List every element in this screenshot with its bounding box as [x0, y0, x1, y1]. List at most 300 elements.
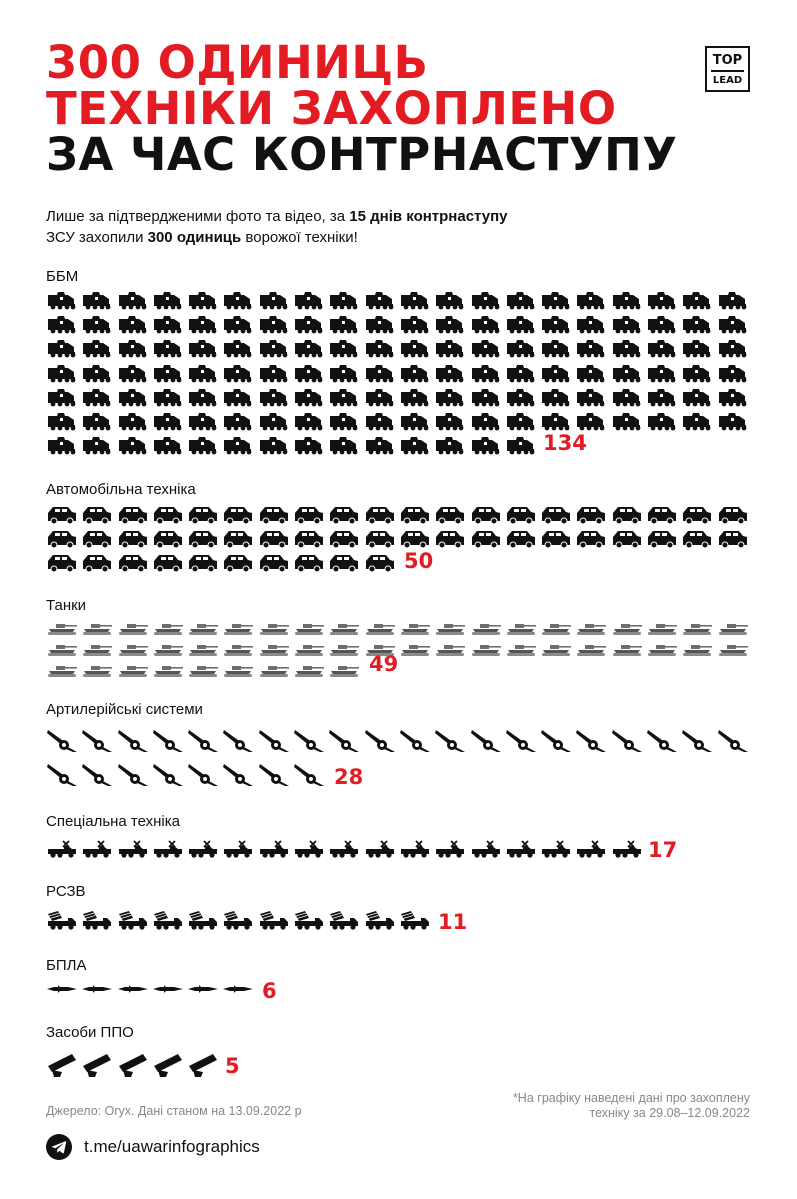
ifv-icon	[540, 387, 572, 407]
ifv-icon	[399, 290, 431, 310]
car-icon	[152, 552, 184, 572]
icon-cell	[46, 504, 81, 528]
special-vehicle-icon	[187, 840, 219, 858]
icon-grid	[46, 504, 752, 577]
icon-cell	[187, 528, 222, 552]
ifv-icon	[293, 290, 325, 310]
section-count: 50	[404, 549, 434, 573]
tank-icon	[470, 622, 502, 636]
icon-cell	[434, 338, 469, 362]
ifv-icon	[681, 387, 713, 407]
icon-cell	[328, 552, 363, 576]
ifv-icon	[364, 387, 396, 407]
icon-cell	[117, 840, 152, 862]
ifv-icon	[46, 314, 78, 334]
special-vehicle-icon	[293, 840, 325, 858]
icon-cell	[470, 840, 505, 862]
section-label: Засоби ППО	[46, 1024, 134, 1041]
tank-icon	[258, 664, 290, 678]
icon-cell	[46, 411, 81, 435]
icon-cell	[505, 411, 540, 435]
ifv-icon	[434, 363, 466, 383]
howitzer-icon	[187, 761, 219, 787]
icon-cell	[46, 664, 81, 685]
icon-cell	[258, 552, 293, 576]
icon-cell	[293, 552, 328, 576]
ifv-icon	[364, 338, 396, 358]
ifv-icon	[717, 314, 749, 334]
icon-cell	[328, 643, 363, 664]
icon-cell	[187, 290, 222, 314]
ifv-icon	[399, 338, 431, 358]
icon-cell	[434, 290, 469, 314]
icon-cell	[258, 290, 293, 314]
icon-cell	[293, 622, 328, 643]
ifv-icon	[434, 290, 466, 310]
tank-icon	[152, 643, 184, 657]
icon-cell	[152, 528, 187, 552]
ifv-icon	[222, 387, 254, 407]
ifv-icon	[46, 387, 78, 407]
tank-icon	[717, 622, 749, 636]
title-line-3: ЗА ЧАС КОНТРНАСТУПУ	[46, 128, 678, 181]
icon-grid	[46, 909, 752, 934]
icon-cell	[611, 411, 646, 435]
car-icon	[258, 528, 290, 548]
ifv-icon	[364, 290, 396, 310]
car-icon	[222, 552, 254, 572]
car-icon	[187, 528, 219, 548]
icon-cell	[540, 363, 575, 387]
icon-cell	[470, 643, 505, 664]
tank-icon	[681, 643, 713, 657]
tank-icon	[258, 622, 290, 636]
icon-cell	[434, 622, 469, 643]
tank-icon	[646, 643, 678, 657]
icon-grid	[46, 622, 752, 685]
ifv-icon	[681, 363, 713, 383]
icon-cell	[152, 338, 187, 362]
icon-cell	[117, 552, 152, 576]
car-icon	[434, 528, 466, 548]
section-label: РСЗВ	[46, 883, 86, 900]
icon-cell	[646, 727, 681, 761]
icon-cell	[681, 314, 716, 338]
icon-cell	[505, 363, 540, 387]
ifv-icon	[611, 411, 643, 431]
ifv-icon	[328, 387, 360, 407]
icon-cell	[434, 528, 469, 552]
icon-cell	[470, 622, 505, 643]
icon-cell	[187, 338, 222, 362]
top-lead-logo	[705, 46, 750, 92]
tank-icon	[575, 622, 607, 636]
icon-cell	[222, 909, 257, 934]
car-icon	[117, 504, 149, 524]
ifv-icon	[81, 435, 113, 455]
icon-cell	[222, 504, 257, 528]
icon-cell	[646, 387, 681, 411]
icon-cell	[187, 552, 222, 576]
ifv-icon	[505, 435, 537, 455]
icon-cell	[293, 435, 328, 459]
footnote-line-2: техніку за 29.08–12.09.2022	[589, 1106, 750, 1120]
footnote-line-1: *На графіку наведені дані про захоплену	[512, 1091, 750, 1105]
ifv-icon	[187, 387, 219, 407]
section-count: 28	[334, 765, 364, 789]
ifv-icon	[293, 363, 325, 383]
icon-cell	[222, 761, 257, 795]
car-icon	[258, 504, 290, 524]
tank-icon	[434, 622, 466, 636]
icon-cell	[81, 643, 116, 664]
icon-cell	[328, 727, 363, 761]
car-icon	[46, 504, 78, 524]
icon-cell	[117, 643, 152, 664]
ifv-icon	[187, 338, 219, 358]
icon-cell	[258, 411, 293, 435]
icon-cell	[187, 314, 222, 338]
icon-cell	[293, 909, 328, 934]
car-icon	[328, 504, 360, 524]
icon-cell	[187, 1052, 222, 1080]
ifv-icon	[611, 290, 643, 310]
icon-cell	[117, 761, 152, 795]
icon-cell	[540, 387, 575, 411]
icon-cell	[222, 984, 257, 998]
ifv-icon	[470, 387, 502, 407]
ifv-icon	[611, 314, 643, 334]
tank-icon	[222, 643, 254, 657]
icon-cell	[646, 411, 681, 435]
icon-cell	[258, 761, 293, 795]
icon-cell	[81, 363, 116, 387]
icon-cell	[328, 338, 363, 362]
icon-cell	[293, 504, 328, 528]
icon-cell	[81, 387, 116, 411]
car-icon	[717, 528, 749, 548]
tank-icon	[364, 622, 396, 636]
icon-cell	[293, 363, 328, 387]
icon-cell	[505, 504, 540, 528]
ifv-icon	[505, 363, 537, 383]
mlrs-icon	[222, 909, 254, 931]
icon-cell	[46, 727, 81, 761]
car-icon	[187, 504, 219, 524]
icon-cell	[222, 411, 257, 435]
howitzer-icon	[399, 727, 431, 753]
car-icon	[328, 552, 360, 572]
icon-cell	[117, 1052, 152, 1080]
ifv-icon	[152, 290, 184, 310]
special-vehicle-icon	[117, 840, 149, 858]
icon-cell	[152, 727, 187, 761]
ifv-icon	[328, 363, 360, 383]
howitzer-icon	[646, 727, 678, 753]
icon-cell	[293, 761, 328, 795]
icon-cell	[117, 664, 152, 685]
car-icon	[681, 504, 713, 524]
tank-icon	[540, 622, 572, 636]
ifv-icon	[681, 338, 713, 358]
icon-cell	[434, 314, 469, 338]
icon-cell	[575, 387, 610, 411]
icon-cell	[328, 664, 363, 685]
icon-cell	[152, 761, 187, 795]
icon-cell	[258, 643, 293, 664]
icon-cell	[187, 504, 222, 528]
icon-cell	[81, 761, 116, 795]
icon-cell	[222, 435, 257, 459]
icon-cell	[434, 840, 469, 862]
special-vehicle-icon	[470, 840, 502, 858]
ifv-icon	[681, 314, 713, 334]
tank-icon	[328, 643, 360, 657]
channel-link[interactable]	[46, 1134, 260, 1160]
ifv-icon	[646, 387, 678, 407]
ifv-icon	[293, 338, 325, 358]
special-vehicle-icon	[399, 840, 431, 858]
car-icon	[222, 504, 254, 524]
icon-cell	[681, 727, 716, 761]
tank-icon	[117, 664, 149, 678]
icon-cell	[258, 840, 293, 862]
icon-cell	[681, 504, 716, 528]
car-icon	[399, 504, 431, 524]
tank-icon	[81, 643, 113, 657]
tank-icon	[117, 643, 149, 657]
ifv-icon	[717, 411, 749, 431]
ifv-icon	[46, 411, 78, 431]
car-icon	[505, 528, 537, 548]
car-icon	[152, 504, 184, 524]
ifv-icon	[470, 338, 502, 358]
tank-icon	[646, 622, 678, 636]
icon-cell	[646, 363, 681, 387]
icon-cell	[717, 411, 752, 435]
icon-cell	[717, 528, 752, 552]
icon-cell	[575, 528, 610, 552]
icon-cell	[293, 643, 328, 664]
ifv-icon	[399, 435, 431, 455]
air-defense-icon	[81, 1052, 113, 1078]
intro-part-2: ЗСУ захопили	[46, 229, 148, 246]
icon-cell	[222, 664, 257, 685]
icon-cell	[434, 387, 469, 411]
icon-cell	[540, 840, 575, 862]
icon-cell	[117, 984, 152, 998]
icon-cell	[328, 840, 363, 862]
section-count: 6	[262, 979, 277, 1003]
tank-icon	[46, 622, 78, 636]
ifv-icon	[399, 387, 431, 407]
section-label: БПЛА	[46, 957, 87, 974]
icon-cell	[222, 727, 257, 761]
icon-cell	[717, 363, 752, 387]
icon-cell	[117, 338, 152, 362]
icon-cell	[152, 411, 187, 435]
howitzer-icon	[540, 727, 572, 753]
icon-cell	[46, 528, 81, 552]
ifv-icon	[575, 411, 607, 431]
tank-icon	[187, 664, 219, 678]
special-vehicle-icon	[364, 840, 396, 858]
section-count: 17	[648, 838, 678, 862]
icon-cell	[328, 528, 363, 552]
tank-icon	[117, 622, 149, 636]
ifv-icon	[222, 411, 254, 431]
icon-cell	[81, 984, 116, 998]
car-icon	[399, 528, 431, 548]
icon-cell	[258, 314, 293, 338]
icon-cell	[117, 411, 152, 435]
ifv-icon	[117, 314, 149, 334]
ifv-icon	[540, 290, 572, 310]
icon-cell	[81, 314, 116, 338]
car-icon	[646, 504, 678, 524]
ifv-icon	[117, 411, 149, 431]
special-vehicle-icon	[505, 840, 537, 858]
ifv-icon	[117, 363, 149, 383]
special-vehicle-icon	[258, 840, 290, 858]
icon-cell	[364, 552, 399, 576]
ifv-icon	[258, 314, 290, 334]
icon-cell	[399, 909, 434, 934]
icon-cell	[399, 727, 434, 761]
howitzer-icon	[222, 761, 254, 787]
tank-icon	[399, 622, 431, 636]
ifv-icon	[152, 435, 184, 455]
intro-part-3: ворожої техніки!	[241, 229, 358, 246]
ifv-icon	[81, 363, 113, 383]
icon-cell	[187, 909, 222, 934]
icon-cell	[293, 727, 328, 761]
tank-icon	[258, 643, 290, 657]
icon-cell	[434, 363, 469, 387]
icon-cell	[575, 338, 610, 362]
icon-cell	[46, 552, 81, 576]
intro-part-1: Лише за підтвердженими фото та відео, за	[46, 208, 350, 225]
icon-cell	[293, 290, 328, 314]
icon-cell	[470, 314, 505, 338]
icon-cell	[681, 528, 716, 552]
icon-cell	[258, 387, 293, 411]
tank-icon	[222, 664, 254, 678]
tank-icon	[611, 622, 643, 636]
icon-cell	[611, 727, 646, 761]
icon-cell	[540, 643, 575, 664]
special-vehicle-icon	[611, 840, 643, 858]
icon-cell	[505, 435, 540, 459]
ifv-icon	[81, 411, 113, 431]
icon-cell	[187, 411, 222, 435]
mlrs-icon	[328, 909, 360, 931]
ifv-icon	[505, 411, 537, 431]
icon-cell	[152, 840, 187, 862]
tank-icon	[46, 643, 78, 657]
tank-icon	[293, 664, 325, 678]
intro-text	[46, 206, 508, 248]
mlrs-icon	[81, 909, 113, 931]
ifv-icon	[46, 338, 78, 358]
icon-cell	[222, 338, 257, 362]
mlrs-icon	[258, 909, 290, 931]
howitzer-icon	[152, 727, 184, 753]
icon-cell	[222, 290, 257, 314]
tank-icon	[505, 622, 537, 636]
car-icon	[258, 552, 290, 572]
ifv-icon	[152, 314, 184, 334]
ifv-icon	[187, 290, 219, 310]
car-icon	[434, 504, 466, 524]
ifv-icon	[328, 314, 360, 334]
ifv-icon	[187, 435, 219, 455]
ifv-icon	[575, 363, 607, 383]
ifv-icon	[293, 387, 325, 407]
icon-cell	[646, 504, 681, 528]
icon-cell	[46, 363, 81, 387]
ifv-icon	[187, 411, 219, 431]
ifv-icon	[470, 314, 502, 334]
ifv-icon	[505, 338, 537, 358]
icon-cell	[117, 727, 152, 761]
ifv-icon	[328, 435, 360, 455]
icon-cell	[81, 411, 116, 435]
icon-cell	[364, 363, 399, 387]
ifv-icon	[611, 363, 643, 383]
icon-cell	[152, 664, 187, 685]
ifv-icon	[364, 411, 396, 431]
icon-cell	[117, 504, 152, 528]
icon-cell	[399, 435, 434, 459]
icon-cell	[717, 643, 752, 664]
tank-icon	[611, 643, 643, 657]
ifv-icon	[399, 314, 431, 334]
icon-cell	[258, 435, 293, 459]
car-icon	[505, 504, 537, 524]
icon-cell	[187, 984, 222, 998]
icon-cell	[540, 727, 575, 761]
icon-cell	[81, 338, 116, 362]
howitzer-icon	[293, 761, 325, 787]
ifv-icon	[540, 411, 572, 431]
icon-cell	[717, 622, 752, 643]
icon-cell	[681, 363, 716, 387]
ifv-icon	[646, 363, 678, 383]
car-icon	[293, 552, 325, 572]
icon-cell	[540, 338, 575, 362]
icon-cell	[364, 387, 399, 411]
ifv-icon	[540, 363, 572, 383]
icon-cell	[575, 622, 610, 643]
ifv-icon	[258, 435, 290, 455]
icon-cell	[46, 290, 81, 314]
icon-cell	[152, 622, 187, 643]
icon-cell	[152, 1052, 187, 1080]
section-label: Автомобільна техніка	[46, 481, 196, 498]
icon-cell	[187, 761, 222, 795]
icon-cell	[46, 435, 81, 459]
section-label: ББМ	[46, 268, 79, 285]
howitzer-icon	[258, 761, 290, 787]
ifv-icon	[575, 338, 607, 358]
howitzer-icon	[258, 727, 290, 753]
icon-grid	[46, 984, 752, 998]
car-icon	[81, 504, 113, 524]
ifv-icon	[717, 338, 749, 358]
title-line-2: ТЕХНІКИ ЗАХОПЛЕНО	[46, 82, 617, 135]
howitzer-icon	[81, 761, 113, 787]
